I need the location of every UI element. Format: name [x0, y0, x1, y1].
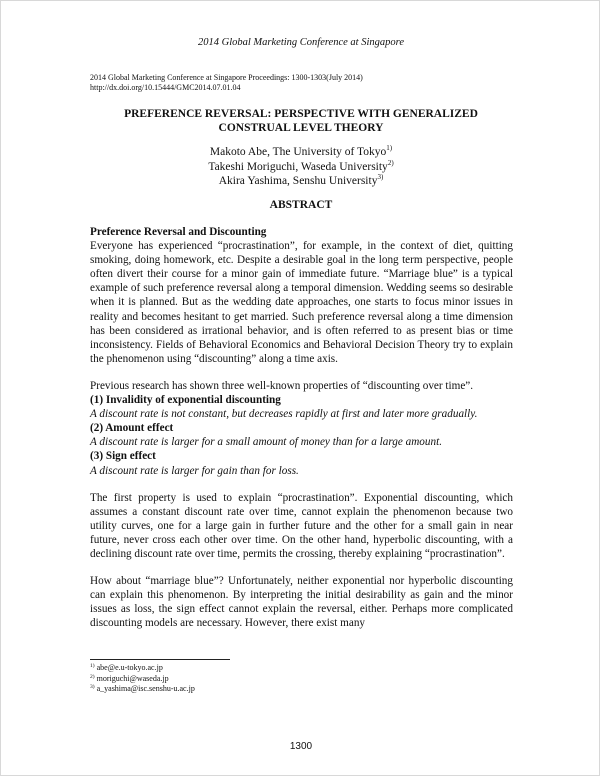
doi-link[interactable]: http://dx.doi.org/10.15444/GMC2014.07.01.04 — [90, 83, 241, 92]
title-line: PREFERENCE REVERSAL: PERSPECTIVE WITH GENERALIZED — [124, 108, 478, 120]
text-line: more complicated discounting models are necessary. However, there exist many — [90, 603, 513, 630]
abstract-body — [90, 225, 513, 630]
text-line: utility curves, one for a large gain in further future and the other for a small gain in near — [90, 519, 513, 532]
text-line: time axis. — [294, 352, 338, 365]
text-line: How about “marriage blue”? Unfortunately, neither exponential nor hyperbolic — [90, 575, 457, 588]
text-line: The first property is used to explain “procrastination”. Exponential discounting, which — [90, 491, 513, 504]
property-heading: (1) Invalidity of exponential discounting — [90, 394, 281, 407]
paragraph-gap — [90, 366, 513, 379]
abstract-heading: ABSTRACT — [269, 199, 333, 211]
email-link[interactable]: moriguchi@waseda.jp — [96, 673, 169, 683]
property-heading: (3) Sign effect — [90, 450, 156, 463]
proceedings-citation: 2014 Global Marketing Conference at Singapore Proceedings: 1300-1303(July 2014) — [90, 73, 363, 82]
page-number: 1300 — [289, 741, 313, 752]
property-text: A discount rate is not constant, but decreases rapidly at first and later more gradually. — [90, 408, 478, 421]
footnote-mark: 3) — [90, 684, 95, 690]
footnotes — [90, 663, 195, 695]
property-heading: (2) Amount effect — [90, 422, 174, 435]
author — [1, 174, 600, 189]
text-line: Behavioral Decision Theory try to explain the phenomenon using “discounting” along a — [90, 338, 514, 365]
property-text: A discount rate is larger for a small amount of money than for a large amount. — [90, 436, 442, 449]
author-list — [1, 145, 600, 189]
paragraph — [90, 574, 513, 630]
title-line: CONSTRUAL LEVEL THEORY — [218, 122, 384, 134]
paragraph — [90, 239, 513, 366]
footnote-mark: 2) — [387, 158, 394, 167]
text-line: “procrastination”. — [424, 547, 505, 560]
section-heading: Preference Reversal and Discounting — [90, 226, 267, 238]
author — [1, 160, 600, 175]
email-link[interactable]: abe@e.u-tokyo.ac.jp — [96, 663, 163, 672]
text-line: and the minor issues as loss, the sign effect cannot explain the reversal, either. Perhaps — [90, 589, 514, 616]
author-name: Makoto Abe, The University of Tokyo — [209, 146, 387, 158]
text-line: future, never cross each other over time. On the other hand, hyperbolic discounting, with — [90, 533, 504, 546]
text-line: seems so desirable when it is planned. But as the wedding date approaches, one starts to — [90, 282, 514, 309]
text-line: discounting can explain this phenomenon. By interpreting the initial desirability as gain — [90, 575, 513, 602]
paragraph-gap — [90, 478, 513, 491]
text-line: a typical example of such preference reversal along a temporal dimension. Wedding — [90, 268, 513, 295]
paragraph-gap — [90, 561, 513, 574]
paragraph: Previous research has shown three well-known properties of “discounting over time”. — [90, 379, 474, 392]
footnote — [90, 684, 195, 695]
footnote-mark: 1) — [90, 663, 95, 669]
paragraph — [90, 491, 513, 561]
author-name: Takeshi Moriguchi, Waseda University — [208, 160, 388, 173]
paper-title — [1, 107, 600, 135]
text-line: smoking, doing homework, etc. Despite a desirable goal in the long term perspective, — [90, 254, 480, 267]
footnote — [90, 674, 195, 685]
text-line: reversal along a time dimension has been considered as irrational behavior, and is often — [90, 310, 514, 337]
running-head: 2014 Global Marketing Conference at Singapore — [198, 37, 404, 48]
footnote — [90, 663, 195, 674]
proceedings-info — [90, 73, 363, 93]
property-text: A discount rate is larger for gain than for loss. — [90, 464, 299, 477]
text-line: assumes a constant discount rate over time, cannot explain the phenomenon because two — [90, 505, 513, 518]
text-line: focus minor issues in reality and becomes hesitant to get married. Such preference — [90, 296, 513, 323]
text-line: referred to as present bias or time inconsistency. Fields of Behavioral Economics and — [90, 324, 514, 351]
author — [1, 145, 600, 160]
footnote-mark: 1) — [386, 144, 393, 152]
footnote-mark: 3) — [377, 173, 384, 181]
text-line: people often divert their course for a minor gain of immediate future. “Marriage blue” is — [90, 254, 514, 281]
email-link[interactable]: a_yashima@isc.senshu-u.ac.jp — [96, 684, 195, 693]
text-line: a declining discount rate over time, permits the crossing, thereby explaining — [90, 533, 513, 560]
text-line: Everyone has experienced “procrastination”, for example, in the context of diet, quitting — [90, 240, 513, 253]
footnote-mark: 2) — [90, 673, 95, 680]
footnote-divider — [90, 659, 230, 660]
author-name: Akira Yashima, Senshu University — [218, 175, 378, 187]
